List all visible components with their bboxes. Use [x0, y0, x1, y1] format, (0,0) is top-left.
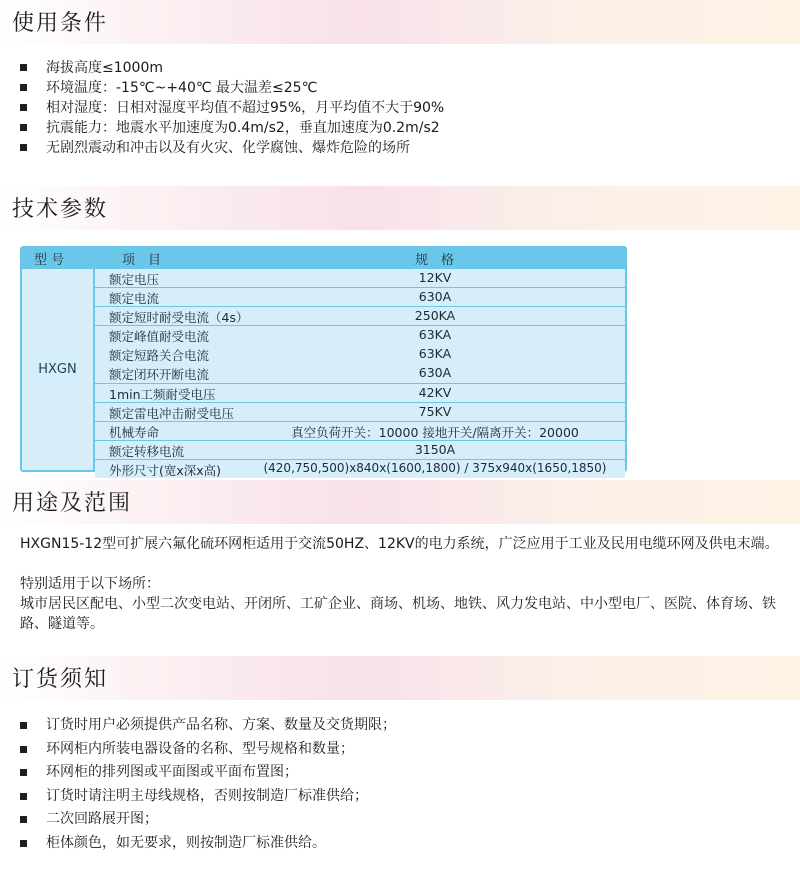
list-item: 订货时请注明主母线规格，否则按制造厂标准供给；: [0, 785, 396, 809]
table-row: 外形尺寸(宽x深x高) (420,750,500)x840x(1600,1800) / 375x940x(1650,1850): [95, 460, 625, 478]
table-row: 额定雷电冲击耐受电压 75KV: [95, 403, 625, 421]
bullet-square-icon: [20, 124, 27, 131]
usage-description: HXGN15-12型可扩展六氟化硫环网柜适用于交流50HZ、12KV的电力系统，广泛应用于工业及民用电缆环网及供电末端。: [20, 536, 779, 552]
bullet-square-icon: [20, 144, 27, 151]
usage-intro: 特别适用于以下场所：: [20, 576, 160, 592]
table-row: 额定转移电流 3150A: [95, 441, 625, 459]
ordering-list: [0, 714, 396, 855]
list-item: 订货时用户必须提供产品名称、方案、数量及交货期限；: [0, 714, 396, 738]
list-item: 柜体颜色，如无要求，则按制造厂标准供给。: [0, 832, 396, 856]
spec-table: [20, 246, 627, 478]
table-row: 1min工频耐受电压 42KV: [95, 384, 625, 402]
conditions-list: [0, 58, 444, 158]
usage-locations: 城市居民区配电、小型二次变电站、开闭所、工矿企业、商场、机场、地铁、风力发电站、中小型电厂、医院、体育场、铁路、隧道等。: [20, 596, 776, 632]
table-row: 额定闭环开断电流 630A: [95, 364, 625, 382]
list-item: 环网柜的排列图或平面图或平面布置图；: [0, 761, 396, 785]
bullet-square-icon: [20, 64, 27, 71]
table-body: [95, 269, 625, 479]
section-header-ordering: [0, 656, 800, 700]
section-header-parameters: [0, 186, 800, 230]
section-title: 用途及范围: [12, 491, 133, 516]
list-item: 抗震能力：地震水平加速度为0.4m/s2，垂直加速度为0.2m/s2: [0, 118, 444, 138]
table-header: [20, 246, 627, 268]
section-header-conditions: [0, 0, 800, 44]
header-item: 项 目: [122, 253, 162, 268]
section-title: 订货须知: [12, 667, 109, 692]
table-row: 额定短路关合电流 63KA: [95, 345, 625, 363]
section-title: 使用条件: [12, 11, 109, 36]
model-cell: HXGN: [22, 269, 93, 470]
section-title: 技术参数: [12, 197, 109, 222]
bullet-square-icon: [20, 722, 27, 729]
table-row: 机械寿命 真空负荷开关：10000 接地开关/隔离开关：20000: [95, 422, 625, 440]
bullet-square-icon: [20, 816, 27, 823]
bullet-square-icon: [20, 793, 27, 800]
list-item: 海拔高度≤1000m: [0, 58, 444, 78]
list-item: 二次回路展开图；: [0, 808, 396, 832]
header-model: 型 号: [34, 253, 65, 268]
list-item: 无剧烈震动和冲击以及有火灾、化学腐蚀、爆炸危险的场所: [0, 138, 444, 158]
table-row: 额定电压 12KV: [95, 269, 625, 287]
table-row: 额定峰值耐受电流 63KA: [95, 326, 625, 344]
section-header-usage: [0, 480, 800, 524]
bullet-square-icon: [20, 746, 27, 753]
bullet-square-icon: [20, 769, 27, 776]
table-row: 额定电流 630A: [95, 288, 625, 306]
list-item: 环网柜内所装电器设备的名称、型号规格和数量；: [0, 738, 396, 762]
table-row: 额定短时耐受电流（4s） 250KA: [95, 307, 625, 325]
list-item: 环境温度：-15℃~+40℃ 最大温差≤25℃: [0, 78, 444, 98]
header-spec: 规 格: [415, 253, 455, 268]
bullet-square-icon: [20, 84, 27, 91]
list-item: 相对湿度：日相对湿度平均值不超过95%，月平均值不大于90%: [0, 98, 444, 118]
bullet-square-icon: [20, 840, 27, 847]
bullet-square-icon: [20, 104, 27, 111]
